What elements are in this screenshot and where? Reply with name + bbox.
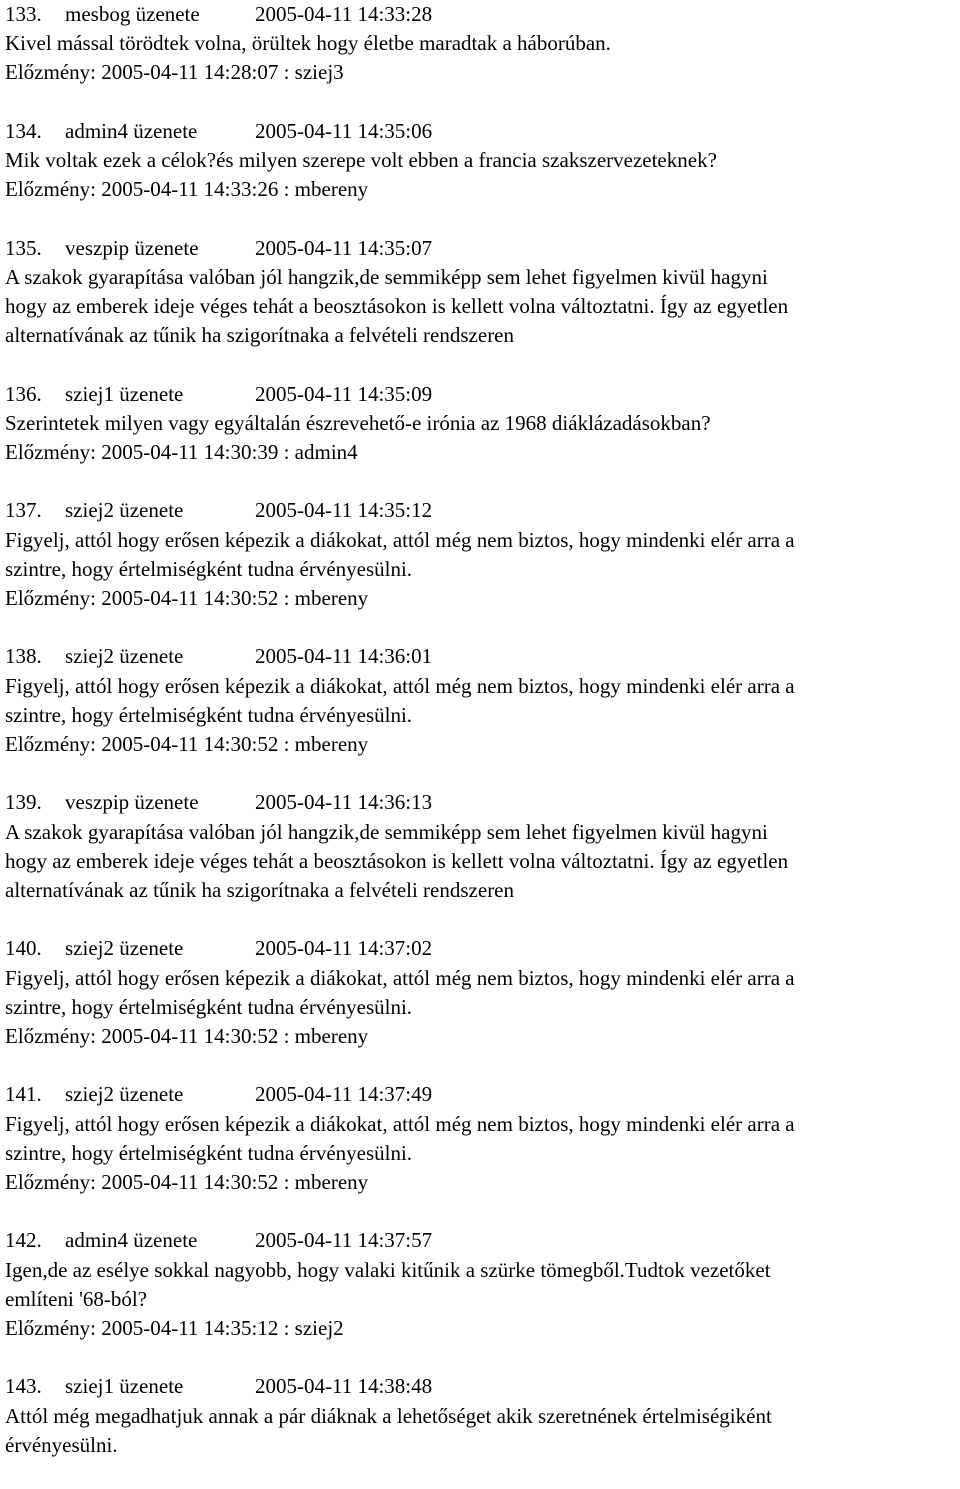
message-timestamp: 2005-04-11 14:35:12 xyxy=(255,498,433,523)
message-reply-reference: Előzmény: 2005-04-11 14:30:39 : admin4 xyxy=(5,440,358,464)
message-timestamp: 2005-04-11 14:38:48 xyxy=(255,1374,433,1399)
message-body-line: Igen,de az esélye sokkal nagyobb, hogy valaki kitűnik a szürke tömegből.Tudtok vezetőket xyxy=(5,1257,771,1282)
message-number: 143. xyxy=(5,1374,42,1399)
message-body-line: hogy az emberek ideje véges tehát a beosztásokon is kellett volna változtatni. Így az egyetlen xyxy=(5,294,789,318)
message-number: 137. xyxy=(5,498,42,523)
message-header xyxy=(5,642,957,671)
message-body-line: Figyelj, attól hogy erősen képezik a diákokat, attól még nem biztos, hogy mindenki elér arra a xyxy=(5,673,795,698)
message-body-line: szintre, hogy értelmiségként tudna érvényesülni. xyxy=(5,1140,413,1165)
message-body-line: szintre, hogy értelmiségként tudna érvényesülni. xyxy=(5,702,413,727)
message-timestamp: 2005-04-11 14:37:02 xyxy=(255,936,433,961)
message xyxy=(5,1080,957,1197)
message-author: veszpip üzenete xyxy=(65,790,199,815)
message-reply-reference: Előzmény: 2005-04-11 14:33:26 : mbereny xyxy=(5,177,369,202)
message-header xyxy=(5,1226,957,1255)
message-body-line: Mik voltak ezek a célok?és milyen szerepe volt ebben a francia szakszervezeteknek? xyxy=(5,148,717,172)
message-body-line: A szakok gyarapítása valóban jól hangzik,de semmiképp sem lehet figyelmen kivül hagyni xyxy=(5,819,768,844)
message-body-line: Figyelj, attól hogy erősen képezik a diákokat, attól még nem biztos, hogy mindenki elér arra a xyxy=(5,965,795,990)
message-reply-reference: Előzmény: 2005-04-11 14:30:52 : mbereny xyxy=(5,586,369,610)
message-timestamp: 2005-04-11 14:33:28 xyxy=(255,2,433,26)
message-body-line: A szakok gyarapítása valóban jól hangzik,de semmiképp sem lehet figyelmen kivül hagyni xyxy=(5,264,768,289)
message-number: 134. xyxy=(5,118,42,143)
message-header xyxy=(5,117,957,146)
message-reply-reference: Előzmény: 2005-04-11 14:35:12 : sziej2 xyxy=(5,1316,344,1340)
message-timestamp: 2005-04-11 14:35:07 xyxy=(255,235,433,260)
message-reply-reference: Előzmény: 2005-04-11 14:30:52 : mbereny xyxy=(5,1024,369,1048)
message-number: 135. xyxy=(5,235,42,260)
message-timestamp: 2005-04-11 14:35:09 xyxy=(255,381,433,406)
message-body-line: említeni '68-ból? xyxy=(5,1286,147,1311)
message-timestamp: 2005-04-11 14:37:49 xyxy=(255,1082,433,1107)
message-body-line: szintre, hogy értelmiségként tudna érvényesülni. xyxy=(5,556,413,581)
message-timestamp: 2005-04-11 14:35:06 xyxy=(255,118,433,143)
message-header xyxy=(5,0,957,29)
message-number: 139. xyxy=(5,790,42,815)
message-thread xyxy=(5,0,957,1489)
message-header xyxy=(5,1372,957,1401)
message-body-line: szintre, hogy értelmiségként tudna érvényesülni. xyxy=(5,994,413,1019)
message-author: admin4 üzenete xyxy=(65,1228,198,1253)
message xyxy=(5,117,957,205)
message-author: sziej1 üzenete xyxy=(65,381,184,406)
message-author: veszpip üzenete xyxy=(65,235,199,260)
message-timestamp: 2005-04-11 14:36:01 xyxy=(255,644,433,669)
message-number: 133. xyxy=(5,2,42,26)
message-header xyxy=(5,788,957,817)
message-body-line: hogy az emberek ideje véges tehát a beosztásokon is kellett volna változtatni. Így az egyetlen xyxy=(5,848,789,873)
message-author: admin4 üzenete xyxy=(65,118,198,143)
message-number: 140. xyxy=(5,936,42,961)
message-body-line: alternatívának az tűnik ha szigorítnaka a felvételi rendszeren xyxy=(5,323,515,348)
message-body-line: alternatívának az tűnik ha szigorítnaka a felvételi rendszeren xyxy=(5,878,515,902)
message xyxy=(5,642,957,759)
message-body-line: Figyelj, attól hogy erősen képezik a diákokat, attól még nem biztos, hogy mindenki elér arra a xyxy=(5,1111,795,1136)
message-reply-reference: Előzmény: 2005-04-11 14:28:07 : sziej3 xyxy=(5,60,344,85)
message-timestamp: 2005-04-11 14:36:13 xyxy=(255,790,433,815)
message-body-line: érvényesülni. xyxy=(5,1432,118,1457)
message xyxy=(5,380,957,468)
message-reply-reference: Előzmény: 2005-04-11 14:30:52 : mbereny xyxy=(5,1170,369,1194)
message-body-line: Figyelj, attól hogy erősen képezik a diákokat, attól még nem biztos, hogy mindenki elér arra a xyxy=(5,527,795,552)
message-timestamp: 2005-04-11 14:37:57 xyxy=(255,1228,433,1253)
message-author: sziej2 üzenete xyxy=(65,644,184,669)
message-body-line: Szerintetek milyen vagy egyáltalán észrevehető-e irónia az 1968 diáklázadásokban? xyxy=(5,410,711,435)
message xyxy=(5,934,957,1051)
message-number: 136. xyxy=(5,381,42,406)
message-header xyxy=(5,234,957,263)
message-header xyxy=(5,934,957,963)
message xyxy=(5,1226,957,1343)
message-author: sziej2 üzenete xyxy=(65,936,184,961)
message-body-line: Kivel mással törödtek volna, örültek hogy életbe maradtak a háborúban. xyxy=(5,31,611,56)
message-number: 142. xyxy=(5,1228,42,1253)
message-author: sziej2 üzenete xyxy=(65,1082,184,1107)
message xyxy=(5,788,957,905)
message-author: sziej1 üzenete xyxy=(65,1374,184,1399)
message-header xyxy=(5,1080,957,1109)
message-reply-reference: Előzmény: 2005-04-11 14:30:52 : mbereny xyxy=(5,732,369,756)
message xyxy=(5,0,957,88)
message xyxy=(5,234,957,351)
message-number: 138. xyxy=(5,644,42,669)
message-number: 141. xyxy=(5,1082,42,1107)
message-author: sziej2 üzenete xyxy=(65,498,184,523)
message-author: mesbog üzenete xyxy=(65,2,200,26)
message xyxy=(5,496,957,613)
message-header xyxy=(5,380,957,409)
message xyxy=(5,1372,957,1460)
message-body-line: Attól még megadhatjuk annak a pár diáknak a lehetőséget akik szeretnének értelmiségiként xyxy=(5,1403,772,1428)
message-header xyxy=(5,496,957,525)
